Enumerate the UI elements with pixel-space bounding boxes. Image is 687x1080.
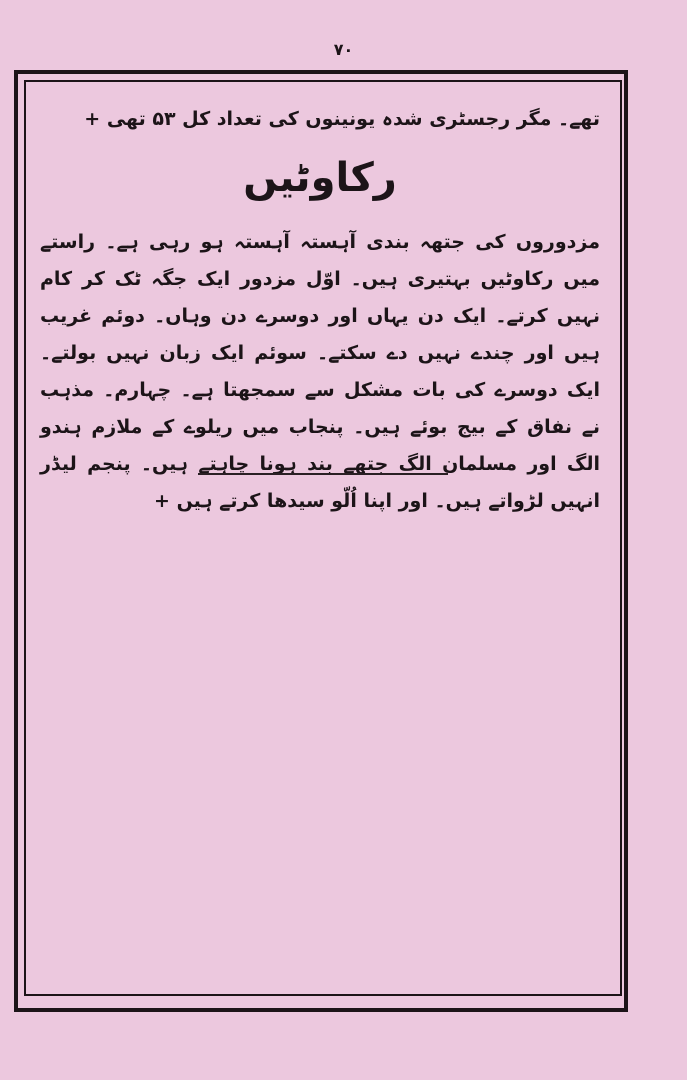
horizontal-rule	[198, 473, 448, 475]
body-paragraph: مزدوروں کی جتھہ بندی آہستہ آہستہ ہو رہی ہے۔ راستے میں رکاوٹیں بہتیری ہیں۔ اوّل مزدور ایک جگہ ٹک کر کام نہیں کرتے۔ ایک دن یہاں اور دوسرے دن وہاں۔ دوئم غریب ہیں اور چندے نہیں دے سکتے۔ سوئم ایک زبان نہیں بولتے۔ ایک دوسرے کی بات مشکل سے سمجھتا ہے۔ چہارم۔ مذہب نے نفاق کے بیج بوئے ہیں۔ پنجاب میں ریلوے کے ملازم ہندو الگ اور مسلمان الگ جتھے بند ہونا چاہتے ہیں۔ پنجم لیڈر انہیں لڑواتے ہیں۔ اور اپنا اُلّو سیدھا کرتے ہیں +	[40, 231, 600, 512]
page-content	[40, 104, 600, 520]
page-number: ٧٠	[333, 40, 354, 59]
intro-line: تھے۔ مگر رجسٹری شدہ یونینوں کی تعداد کل ۵۳ تھی +	[84, 108, 600, 130]
section-heading: رکاوٹیں	[243, 155, 397, 201]
